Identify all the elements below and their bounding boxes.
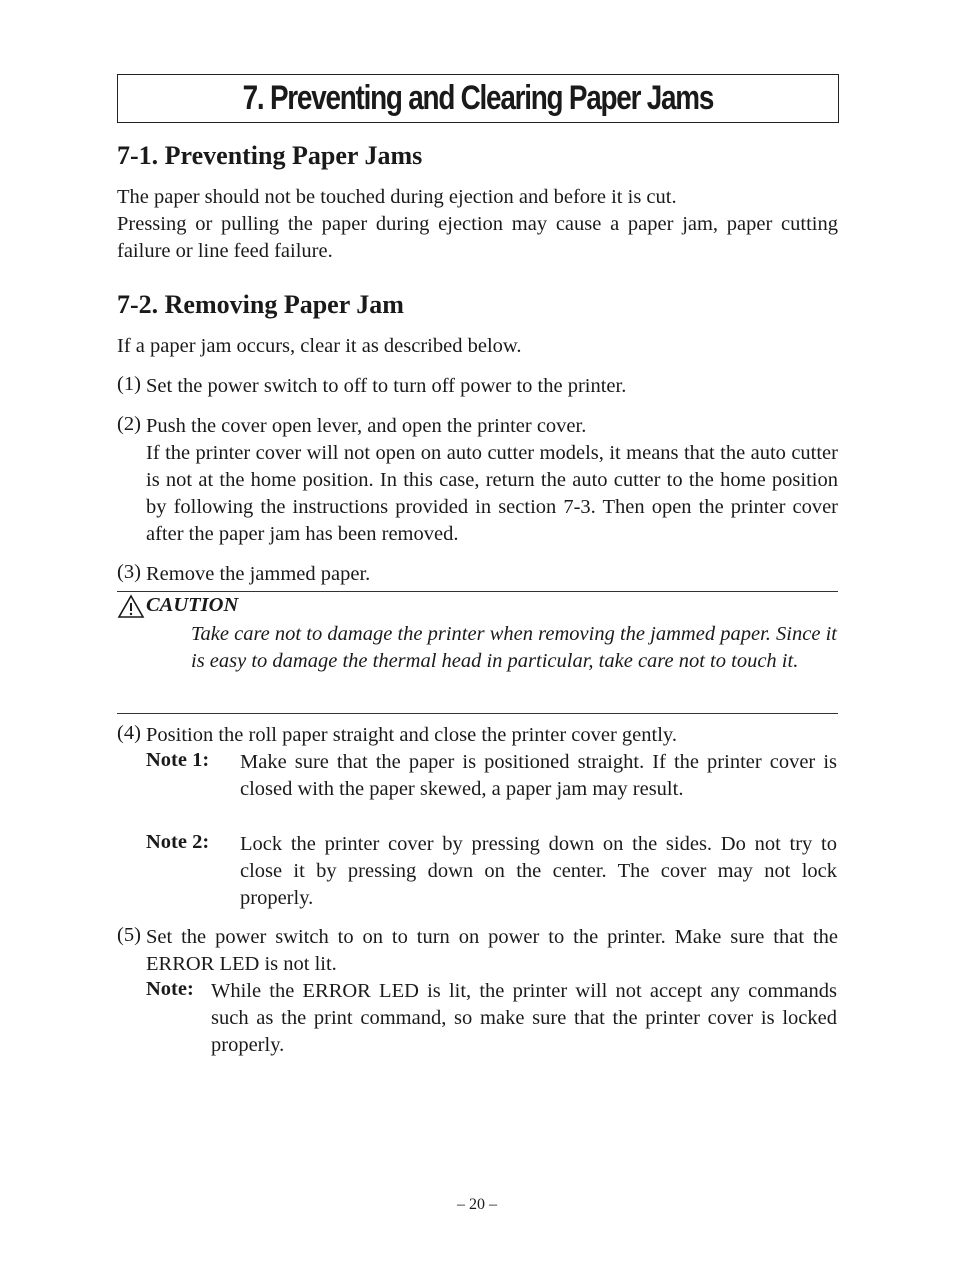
page-title-box — [117, 74, 839, 123]
note2-text: Lock the printer cover by pressing down on the sides. Do not try to close it by pressing down on the center. The cover may not lock properly. — [240, 833, 837, 909]
page-title: 7. Preventing and Clearing Paper Jams — [242, 79, 714, 117]
caution-bottom-rule — [117, 713, 838, 714]
step-number: (2) — [117, 413, 141, 435]
warning-triangle-icon — [117, 594, 145, 620]
note1-label: Note 1: — [146, 749, 210, 771]
section1-line1: The paper should not be touched during ejection and before it is cut. — [117, 186, 677, 208]
section1-line2: Pressing or pulling the paper during ejection may cause a paper jam, paper cutting failure or line feed failure. — [117, 213, 838, 262]
section2-intro: If a paper jam occurs, clear it as described below. — [117, 335, 522, 357]
step-text: Set the power switch to off to turn off power to the printer. — [146, 375, 627, 397]
step-number: (5) — [117, 924, 141, 946]
section-heading-preventing: 7-1. Preventing Paper Jams — [117, 141, 423, 170]
step-text: Push the cover open lever, and open the printer cover. — [146, 415, 587, 437]
step-text: Position the roll paper straight and close the printer cover gently. — [146, 724, 677, 746]
section-heading-removing: 7-2. Removing Paper Jam — [117, 290, 404, 319]
caution-top-rule — [117, 591, 838, 592]
step-number: (3) — [117, 561, 141, 583]
step-text: Remove the jammed paper. — [146, 563, 371, 585]
step-number: (1) — [117, 373, 141, 395]
caution-text: Take care not to damage the printer when removing the jammed paper. Since it is easy to damage the thermal head in particular, take care not to touch it. — [191, 623, 837, 672]
note-label: Note: — [146, 978, 194, 1000]
note1-text: Make sure that the paper is positioned straight. If the printer cover is closed with the paper skewed, a paper jam may result. — [240, 751, 837, 800]
caution-label: CAUTION — [146, 594, 239, 616]
note-text: While the ERROR LED is lit, the printer will not accept any commands such as the print command, so make sure that the printer cover is locked properly. — [211, 980, 837, 1056]
page-number: – 20 – — [457, 1196, 497, 1213]
step-detail: If the printer cover will not open on auto cutter models, it means that the auto cutter is not at the home position. In this case, return the auto cutter to the home position by following the instructions provided in section 7-3. Then open the printer cover after the paper jam has been removed. — [146, 442, 838, 545]
note2-label: Note 2: — [146, 831, 210, 853]
step-number: (4) — [117, 722, 141, 744]
step-text: Set the power switch to on to turn on power to the printer. Make sure that the ERROR LED is not lit. — [146, 926, 838, 975]
